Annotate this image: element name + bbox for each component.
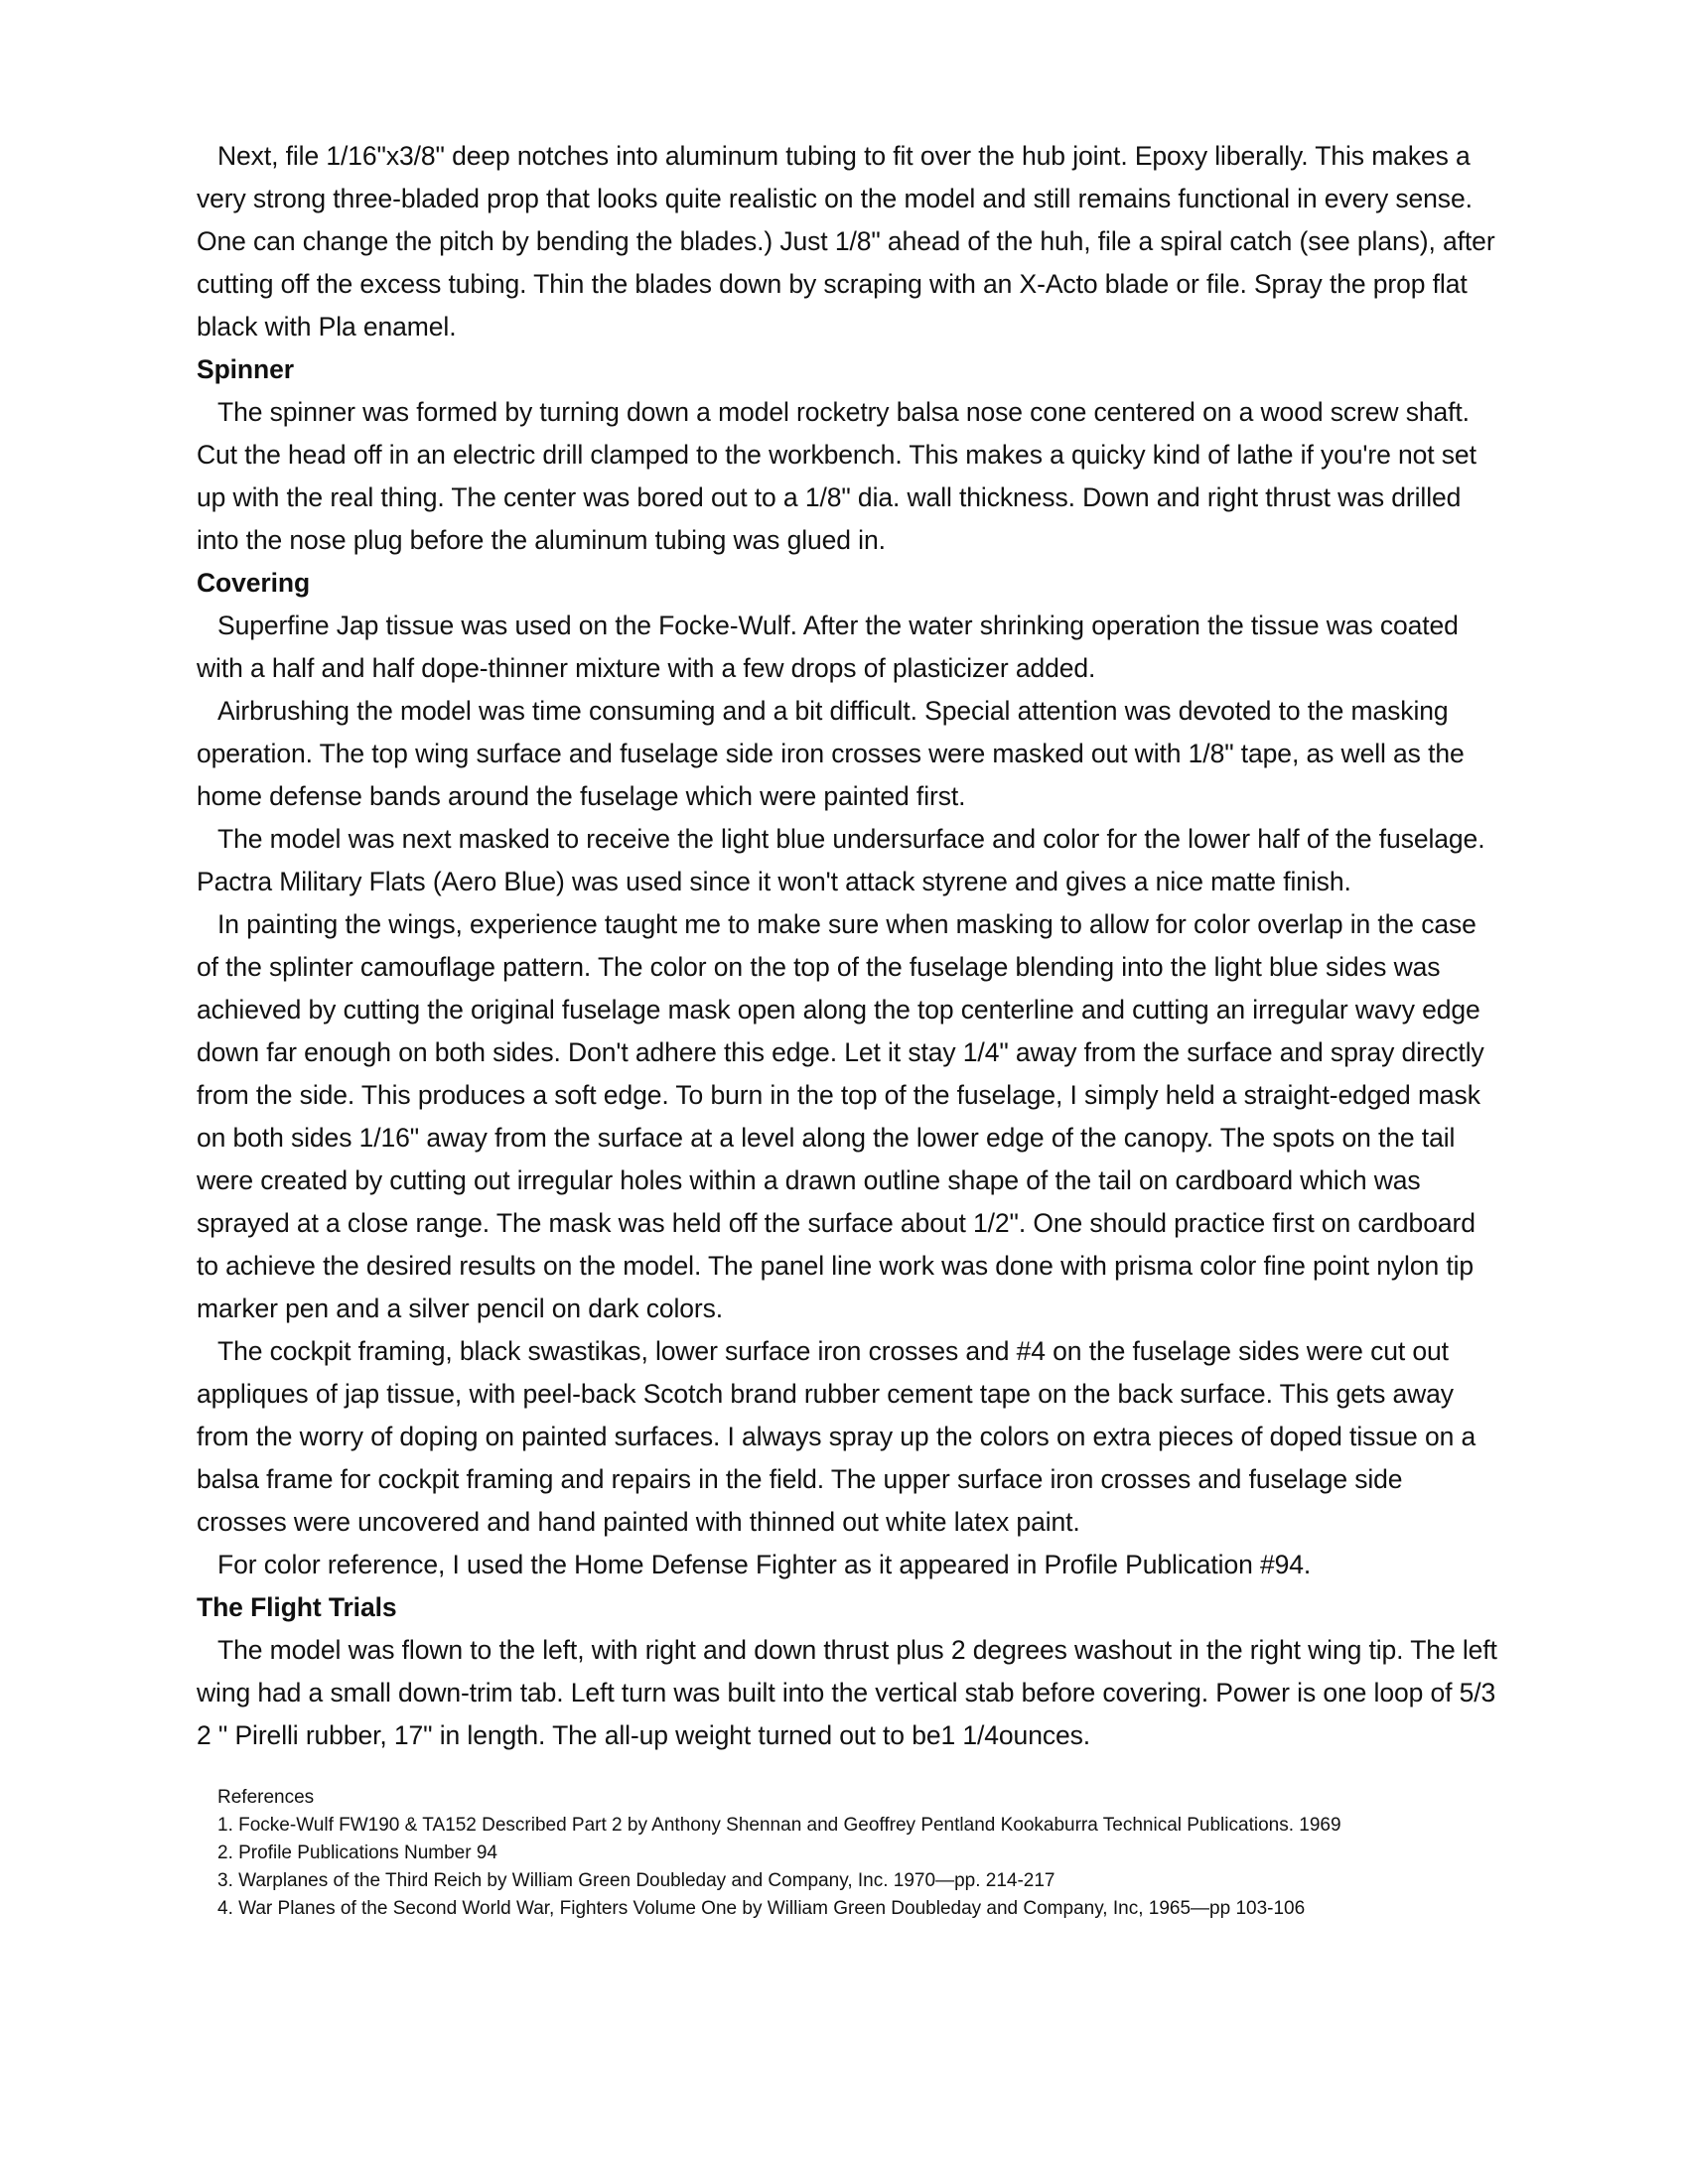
- paragraph-covering-appliques: The cockpit framing, black swastikas, lower surface iron crosses and #4 on the fuselage sides were cut out appliques of jap tissue, with peel-back Scotch brand rubber cement tape on the back surface. This gets away from the worry of doping on painted surfaces. I always spray up the colors on extra pieces of doped tissue on a balsa frame for cockpit framing and repairs in the field. The upper surface iron crosses and fuselage side crosses were uncovered and hand painted with thinned out white latex paint.: [197, 1336, 1477, 1537]
- paragraph-flight-trials: The model was flown to the left, with right and down thrust plus 2 degrees washout in the right wing tip. The left wing had a small down-trim tab. Left turn was built into the vertical stab before covering. Power is one loop of 5/3 2 " Pirelli rubber, 17" in length. The all-up weight turned out to be1 1/4ounces.: [197, 1635, 1497, 1750]
- reference-item: 3. Warplanes of the Third Reich by William Green Doubleday and Company, Inc. 1970—pp. 214-217: [217, 1870, 1055, 1891]
- reference-item: 1. Focke-Wulf FW190 & TA152 Described Part 2 by Anthony Shennan and Geoffrey Pentland Kookaburra Technical Publications. 1969: [217, 1815, 1341, 1836]
- paragraph-spinner: The spinner was formed by turning down a model rocketry balsa nose cone centered on a wood screw shaft. Cut the head off in an electric drill clamped to the workbench. This makes a quicky kind of lathe if you're not set up with the real thing. The center was bored out to a 1/8" dia. wall thickness. Down and right thrust was drilled into the nose plug before the aluminum tubing was glued in.: [197, 397, 1477, 555]
- heading-flight-trials: The Flight Trials: [197, 1592, 397, 1622]
- document-page: [197, 135, 1497, 1923]
- paragraph-covering-tissue: Superfine Jap tissue was used on the Focke-Wulf. After the water shrinking operation the tissue was coated with a half and half dope-thinner mixture with a few drops of plasticizer added.: [197, 611, 1459, 683]
- paragraph-propeller: Next, file 1/16"x3/8" deep notches into aluminum tubing to fit over the hub joint. Epoxy liberally. This makes a very strong three-bladed prop that looks quite realistic on the model and still remains functional in every sense. One can change the pitch by bending the blades.) Just 1/8" ahead of the huh, file a spiral catch (see plans), after cutting off the excess tubing. Thin the blades down by scraping with an X-Acto blade or file. Spray the prop flat black with Pla enamel.: [197, 141, 1495, 341]
- paragraph-covering-color-reference: For color reference, I used the Home Defense Fighter as it appeared in Profile Publication #94.: [217, 1550, 1312, 1579]
- heading-covering: Covering: [197, 568, 311, 598]
- reference-item: 4. War Planes of the Second World War, Fighters Volume One by William Green Doubleday and Company, Inc, 1965—pp 103-106: [217, 1898, 1306, 1919]
- article-body: [197, 135, 1497, 1757]
- paragraph-covering-undersurface: The model was next masked to receive the light blue undersurface and color for the lower half of the fuselage. Pactra Military Flats (Aero Blue) was used since it won't attack styrene and gives a nice matte finish.: [197, 824, 1485, 896]
- paragraph-covering-airbrushing: Airbrushing the model was time consuming and a bit difficult. Special attention was devoted to the masking operation. The top wing surface and fuselage side iron crosses were masked out with 1/8" tape, as well as the home defense bands around the fuselage which were painted first.: [197, 696, 1465, 811]
- paragraph-covering-wings: In painting the wings, experience taught me to make sure when masking to allow for color overlap in the case of the splinter camouflage pattern. The color on the top of the fuselage blending into the light blue sides was achieved by cutting the original fuselage mask open along the top centerline and cutting an irregular wavy edge down far enough on both sides. Don't adhere this edge. Let it stay 1/4" away from the surface and spray directly from the side. This produces a soft edge. To burn in the top of the fuselage, I simply held a straight-edged mask on both sides 1/16" away from the surface at a level along the lower edge of the canopy. The spots on the tail were created by cutting out irregular holes within a drawn outline shape of the tail on cardboard which was sprayed at a close range. The mask was held off the surface about 1/2". One should practice first on cardboard to achieve the desired results on the model. The panel line work was done with prisma color fine point nylon tip marker pen and a silver pencil on dark colors.: [197, 909, 1484, 1323]
- references-section: [197, 1784, 1497, 1923]
- heading-spinner: Spinner: [197, 354, 294, 384]
- references-title: References: [217, 1787, 315, 1808]
- reference-item: 2. Profile Publications Number 94: [217, 1843, 497, 1863]
